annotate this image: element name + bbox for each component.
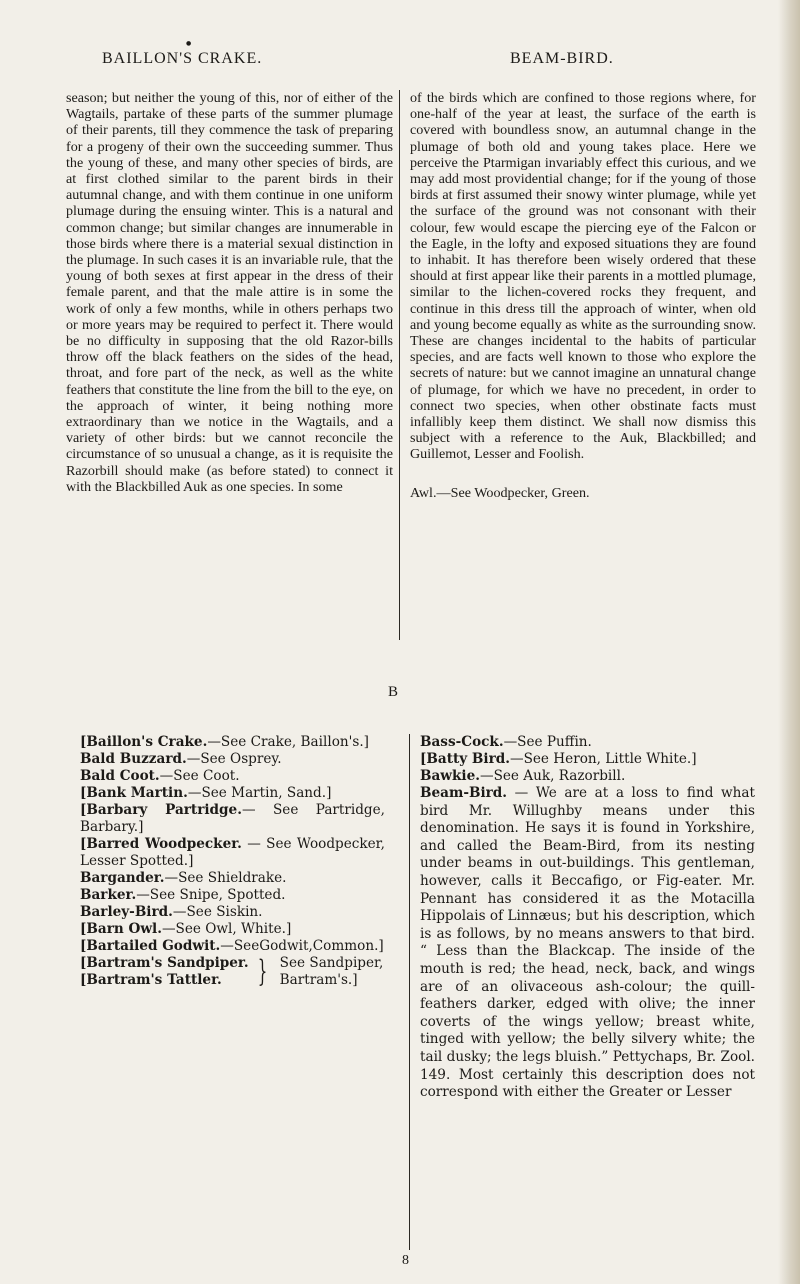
column-top-right [399,90,756,640]
entry-headword: [Baillon's Crake. [80,734,208,750]
dictionary-entry [420,768,755,785]
entry-text: — We are at a loss to find what bird Mr. Willughby means under this denomination. He says it is found in Yorkshire, and called the Beam-Bird, from its nesting under beams in out-buildings. This gentleman, however, calls it Beccafigo, or Fig-eater. Mr. Pennant has considered it as the Motacilla Hippolais of Linnæus; but his description, which is as follows, by no means answers to that bird. “ Less than the Blackcap. The inside of the mouth is red; the head, neck, back, and wings are of an olivaceous ash-colour; the quill-feathers darker, edged with olive; the inner coverts of the wings yellow; breast white, tinged with yellow; the belly silvery white; the tail dusky; the legs bluish.” Pettychaps, Br. Zool. 149. Most certainly this description does not correspond with either the Greater or Lesser [420,785,755,1101]
running-head-left: BAILLON'S CRAKE. [102,50,263,67]
entry-headword: [Barbary Partridge. [80,802,242,818]
entry-list-left [80,734,385,955]
dictionary-entry [80,836,385,870]
entry-reference: —See Woodpecker, Green. [436,484,590,501]
dictionary-entry [80,938,385,955]
bartram-reference [280,955,384,989]
entry-reference: —See Snipe, Spotted. [136,887,286,903]
entry-reference: —See Coot. [159,768,240,784]
entry-headword: Bawkie. [420,768,480,784]
entry-awl [410,485,756,501]
entry-headword: Bass-Cock. [420,734,504,750]
entry-headword: [Bank Martin. [80,785,188,801]
entry-headword: [Batty Bird. [420,751,510,767]
dictionary-entry [80,734,385,751]
entry-headword: [Barred Woodpecker. [80,836,242,852]
entry-headword: [Bartailed Godwit. [80,938,221,954]
dictionary-entry [80,768,385,785]
entry-reference: Bartram's.] [279,972,358,988]
entry-headword: Bargander. [80,870,165,886]
entry-reference: — See Woodpecker, Lesser Spotted.] [80,836,385,869]
entry-headword: Beam-Bird. [420,785,508,801]
dictionary-entry [80,802,385,836]
dictionary-entry [80,751,385,768]
entry-reference: — See Partridge, Barbary.] [80,802,386,835]
entry-reference: —See Siskin. [172,904,263,920]
column-bottom-right [409,734,755,1250]
dictionary-entry [80,921,385,938]
dictionary-entry [420,751,755,768]
brace-glyph: } [257,954,267,989]
entry-reference: —See Martin, Sand.] [187,785,332,801]
section-letter: B [388,684,399,700]
entry-bartram [80,955,385,989]
entry-reference: —See Crake, Baillon's.] [207,734,369,750]
entry-reference: —See Auk, Razorbill. [479,768,626,784]
entry-headword: [Bartram's Tattler. [80,972,222,988]
column-bottom-left [80,734,385,989]
dictionary-entry [420,734,755,751]
column-top-left [66,90,393,495]
entry-reference: —See Puffin. [503,734,592,750]
paragraph-continued-right: of the birds which are confined to those regions where, for one-half of the year at least, the surface of the earth is covered with boundless snow, an autumnal change in the plumage of both old and young takes place. Here we perceive the Ptarmigan invariably effect this curious, and we may add most providential change; for if the young of those birds at first assumed their snowy winter plumage, while yet the surface of the ground was not consonant with their colour, few would escape the piercing eye of the Falcon or the Eagle, in the lofty and exposed situations they are found to inhabit. It has therefore been wisely ordered that these should at first appear like their parents in a mottled plumage, similar to the lichen-covered rocks they frequent, and continue in this dress till the approach of winter, when old and young become equally as white as the surrounding snow. These are changes incidental to the habits of particular species, and are facts well known to those who explore the secrets of nature: but we cannot imagine an unnatural change of plumage, for which we have no precedent, in order to connect two species, when other obstinate facts must infallibly keep them distinct. We shall now dismiss this subject with a reference to the Auk, Blackbilled; and Guillemot, Lesser and Foolish. [410,90,756,463]
entry-headword: [Bartram's Sandpiper. [80,955,249,971]
dictionary-entry [80,870,385,887]
entry-reference: See Sandpiper, [279,955,384,971]
dictionary-entry [80,785,385,802]
entry-reference: —See Osprey. [186,751,282,767]
entry-headword: Barley-Bird. [80,904,173,920]
entry-headword: Awl. [410,484,437,501]
entry-reference: —See Shieldrake. [164,870,287,886]
page-number: 8 [402,1253,409,1268]
entry-reference: —SeeGodwit,Common.] [220,938,384,954]
entry-beam-bird [420,785,755,1102]
running-head-right: BEAM-BIRD. [510,50,614,67]
paragraph-continued: season; but neither the young of this, nor of either of the Wagtails, partake of these parts of the summer plumage of their parents, till they commence the task of preparing for a progeny of their own the succeeding summer. Thus the young of these, and many other species of birds, are at first clothed similar to the parent birds in their autumnal change, and with them continue in one uniform plumage during the ensuing winter. This is a natural and common change; but similar changes are innumerable in those birds where there is a material sexual distinction in the plumage. In such cases it is an invariable rule, that the young of both sexes at first appear in the dress of their female parent, and that the male attire is in some the work of only a few months, while in others perhaps two or more years may be required to perfect it. There would be no difficulty in supposing that the old Razor-bills throw off the black feathers on the sides of the head, throat, and fore part of the neck, as well as the white feathers that constitute the line from the bill to the eye, on the approach of winter, it being nothing more extraordinary than we notice in the Wagtails, and a variety of other birds: but we cannot reconcile the circumstance of so unusual a change, as it is requisite the Razorbill should make (as before stated) to connect it with the Blackbilled Auk as one species. In some [66,90,393,495]
entry-list-right [420,734,755,785]
dictionary-entry [80,887,385,904]
entry-headword: [Barn Owl. [80,921,162,937]
entry-headword: Barker. [80,887,137,903]
page-edge-shadow [778,0,800,1284]
bartram-names [80,955,249,989]
entry-headword: Bald Buzzard. [80,751,187,767]
entry-headword: Bald Coot. [80,768,160,784]
print-mark: ● [186,40,192,47]
entry-reference: —See Owl, White.] [161,921,292,937]
dictionary-entry [80,904,385,921]
entry-reference: —See Heron, Little White.] [509,751,697,767]
